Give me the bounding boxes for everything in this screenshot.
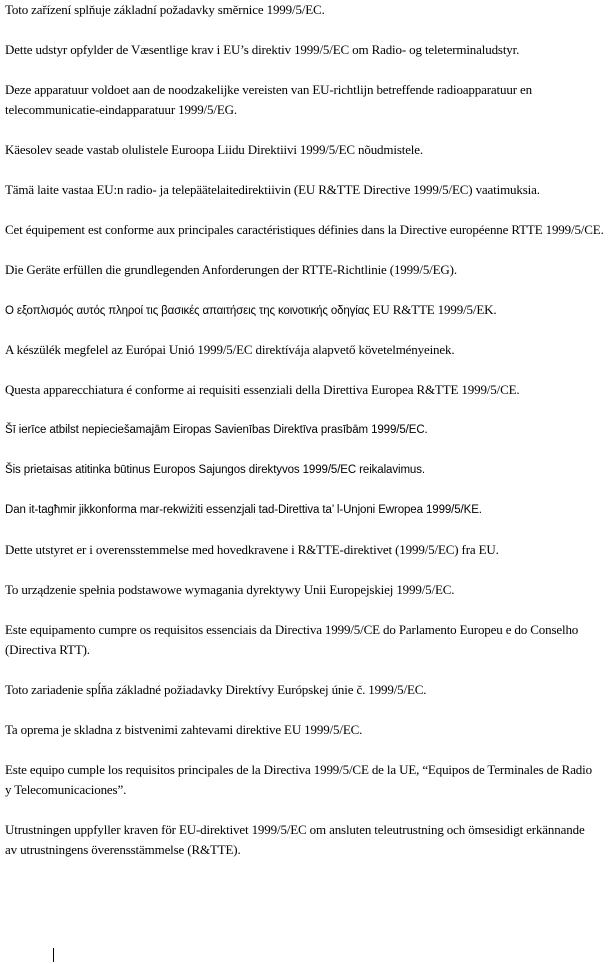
statement-greek-text: Ο εξοπλισμός αυτός πληροί τις βασικές απαιτήσεις της κοινοτικής οδηγίας	[5, 305, 370, 317]
statement-dutch	[5, 80, 609, 120]
statement-dutch-line-2: telecommunicatie-eindapparatuur 1999/5/EG.	[5, 102, 237, 117]
statement-italian: Questa apparecchiatura é conforme ai requisiti essenziali della Direttiva Europea R&TTE 1999/5/CE.	[5, 382, 520, 397]
statement-latvian: Šī ierīce atbilst nepieciešamajām Eiropas Savienības Direktīva prasībām 1999/5/EC.	[5, 424, 428, 436]
statement-portuguese-line-1: Este equipamento cumpre os requisitos essenciais da Directiva 1999/5/CE do Parlamento Europeu e do Conselho	[5, 622, 579, 637]
statement-estonian: Käesolev seade vastab olulistele Euroopa Liidu Direktiivi 1999/5/EC nõudmistele.	[5, 142, 423, 157]
statement-swedish	[5, 820, 609, 860]
page-margin-rule	[53, 948, 54, 962]
statement-lithuanian: Šis prietaisas atitinka būtinus Europos Sajungos direktyvos 1999/5/EC reikalavimus.	[5, 464, 425, 476]
statement-portuguese-line-2: (Directiva RTT).	[5, 642, 90, 657]
statement-finnish: Tämä laite vastaa EU:n radio- ja telepäätelaitedirektiivin (EU R&TTE Directive 1999/5/EC) vaatimuksia.	[5, 182, 540, 197]
statement-french: Cet équipement est conforme aux principales caractéristiques définies dans la Directive européenne RTTE 1999/5/CE.	[5, 222, 604, 237]
document-page	[5, 0, 609, 964]
statement-swedish-line-1: Utrustningen uppfyller kraven för EU-direktivet 1999/5/EC om ansluten teleutrustning och ömsesidigt erkännande	[5, 822, 585, 837]
statement-slovak: Toto zariadenie spĺňa základné požiadavky Direktívy Európskej únie č. 1999/5/EC.	[5, 682, 427, 697]
statement-spanish-line-2: y Telecomunicaciones”.	[5, 782, 127, 797]
statement-portuguese	[5, 620, 609, 660]
statement-greek-directive: EU R&TTE 1999/5/EK.	[369, 302, 497, 317]
statement-german: Die Geräte erfüllen die grundlegenden Anforderungen der RTTE-Richtlinie (1999/5/EG).	[5, 262, 457, 277]
statement-polish: To urządzenie spełnia podstawowe wymagania dyrektywy Unii Europejskiej 1999/5/EC.	[5, 582, 455, 597]
statement-hungarian: A készülék megfelel az Európai Unió 1999/5/EC direktívája alapvető követelményeinek.	[5, 342, 455, 357]
statement-czech: Toto zařízení splňuje základní požadavky směrnice 1999/5/EC.	[5, 2, 325, 17]
statement-maltese: Dan it-tagħmir jikkonforma mar-rekwiżiti essenzjali tad-Direttiva ta’ l-Unjoni Ewropea 1999/5/KE.	[5, 504, 482, 516]
statement-norwegian: Dette utstyret er i overensstemmelse med hovedkravene i R&TTE-direktivet (1999/5/EC) fra EU.	[5, 542, 499, 557]
statement-danish: Dette udstyr opfylder de Væsentlige krav i EU’s direktiv 1999/5/EC om Radio- og teleterminaludstyr.	[5, 42, 520, 57]
statement-slovenian: Ta oprema je skladna z bistvenimi zahtevami direktive EU 1999/5/EC.	[5, 722, 363, 737]
statement-greek	[5, 300, 609, 321]
statement-spanish	[5, 760, 609, 800]
statement-dutch-line-1: Deze apparatuur voldoet aan de noodzakelijke vereisten van EU-richtlijn betreffende radioapparatuur en	[5, 82, 532, 97]
statement-spanish-line-1: Este equipo cumple los requisitos principales de la Directiva 1999/5/CE de la UE, “Equipos de Terminales de Radio	[5, 762, 592, 777]
statement-swedish-line-2: av utrustningens överensstämmelse (R&TTE).	[5, 842, 241, 857]
